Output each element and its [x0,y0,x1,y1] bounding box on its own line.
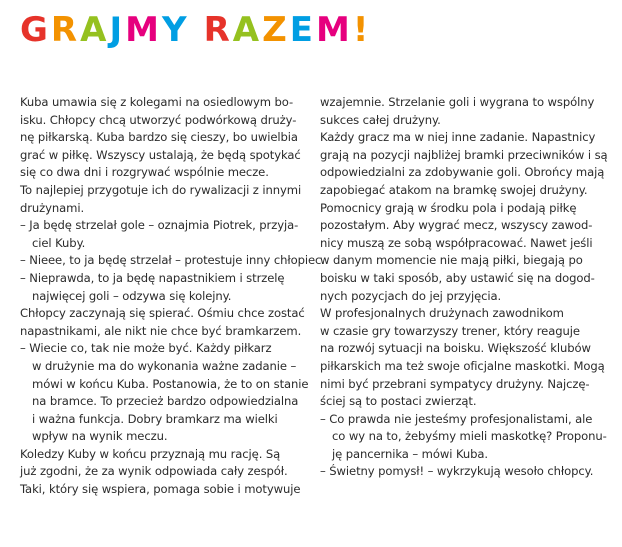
title-letter [190,8,204,52]
text-line: na rozwój sytuacji na boisku. Większość klubów [320,341,591,356]
text-line: najwięcej goli – odzywa się kolejny. [32,288,232,303]
text-line: wpływ na wynik meczu. [32,429,168,444]
title-letter: Y [161,10,190,50]
title-letter: Z [262,10,290,50]
title-letter: R [203,10,233,50]
text-line: wzajemnie. Strzelanie goli i wygrana to wspólny [320,95,595,109]
text-line: Koledzy Kuby w końcu przyznają mu rację. Są [20,446,281,461]
text-line: nę piłkarską. Kuba bardzo się cieszy, bo uwielbia [20,130,298,145]
title-letter: G [20,10,51,50]
text-line: boisku w taki sposób, aby ustawić się na dogod- [320,270,595,285]
page-title [20,8,371,52]
text-line: To najlepiej przygotuje ich do rywalizacji z innymi [20,182,302,197]
text-line: – Nieprawda, to ja będę napastnikiem i strzelę [20,270,285,285]
text-line: ściej są to postaci zwierząt. [320,394,477,409]
title-letter: M [315,10,353,50]
text-line: ję pancernika – mówi Kuba. [332,446,488,461]
text-line: napastnikami, ale nikt nie chce być bramkarzem. [20,323,302,338]
title-letter: ! [352,10,372,50]
text-line: i ważna funkcja. Dobry bramkarz ma wielki [32,411,278,426]
text-line: ciel Kuby. [32,235,86,250]
text-line: – Nieee, to ja będę strzelał – protestuje inny chłopiec. [20,253,325,268]
text-line: isku. Chłopcy chcą utworzyć podwórkową druży- [20,112,297,127]
text-line: – Wiecie co, tak nie może być. Każdy piłkarz [20,341,272,356]
text-line: w danym momencie nie mają piłki, biegają po [320,253,583,268]
text-line: co wy na to, żebyśmy mieli maskotkę? Proponu- [332,429,607,444]
text-line: odpowiedzialni za zdobywanie goli. Obrońcy mają [320,165,605,180]
text-line: – Co prawda nie jesteśmy profesjonalistami, ale [320,411,593,426]
title-letter: J [109,10,126,50]
text-line: zapobiegać atakom na bramkę swojej drużyny. [320,182,588,197]
text-line: Chłopcy zaczynają się spierać. Ośmiu chce zostać [20,306,305,321]
text-line: nimi być przebrani sympatycy drużyny. Najczę- [320,376,590,391]
title-letter: R [50,10,81,50]
text-line: grać w piłkę. Wszyscy ustalają, że będą spotykać [20,147,301,162]
text-line: Taki, który się wspiera, pomaga sobie i motywuje [20,482,301,497]
text-column-left [20,94,325,499]
text-line: Każdy gracz ma w niej inne zadanie. Napastnicy [320,130,596,145]
text-line: Kuba umawia się z kolegami na osiedlowym bo- [20,95,294,109]
title-letter: M [125,10,162,50]
text-line: nych pozycjach do jej przyjęcia. [320,288,502,303]
title-letter: E [289,10,316,50]
text-line: grają na pozycji najbliżej bramki przeciwników i są [320,147,608,162]
text-line: piłkarskich ma też swoje oficjalne maskotki. Mogą [320,358,605,373]
text-line: się co dwa dni i rozgrywać wspólnie mecze. [20,165,269,180]
text-line: W profesjonalnych drużynach zawodnikom [320,306,564,321]
text-line: drużynami. [20,200,85,215]
text-line: – Ja będę strzelał gole – oznajmia Piotrek, przyja- [20,218,299,233]
text-line: mówi w końcu Kuba. Postanowia, że to on stanie [32,376,309,391]
text-line: Pomocnicy grają w środku pola i podają piłkę [320,200,577,215]
text-line: pozostałym. Aby wygrać mecz, wszyscy zawod- [320,218,593,233]
text-line: nicy muszą ze sobą współpracować. Nawet jeśli [320,235,593,250]
text-line: w drużynie ma do wykonania ważne zadanie – [32,358,297,373]
text-line: już zgodni, że za wynik odpowiada cały zespół. [20,464,288,479]
text-line: w czasie gry towarzyszy trener, który reaguje [320,323,580,338]
text-line: – Świetny pomysł! – wykrzykują wesoło chłopcy. [320,464,594,479]
text-column-right [320,94,612,481]
text-line: na bramce. To przecież bardzo odpowiedzialna [32,394,299,409]
text-line: sukces całej drużyny. [320,112,441,127]
title-letter: A [80,10,110,50]
title-letter: A [232,10,263,50]
